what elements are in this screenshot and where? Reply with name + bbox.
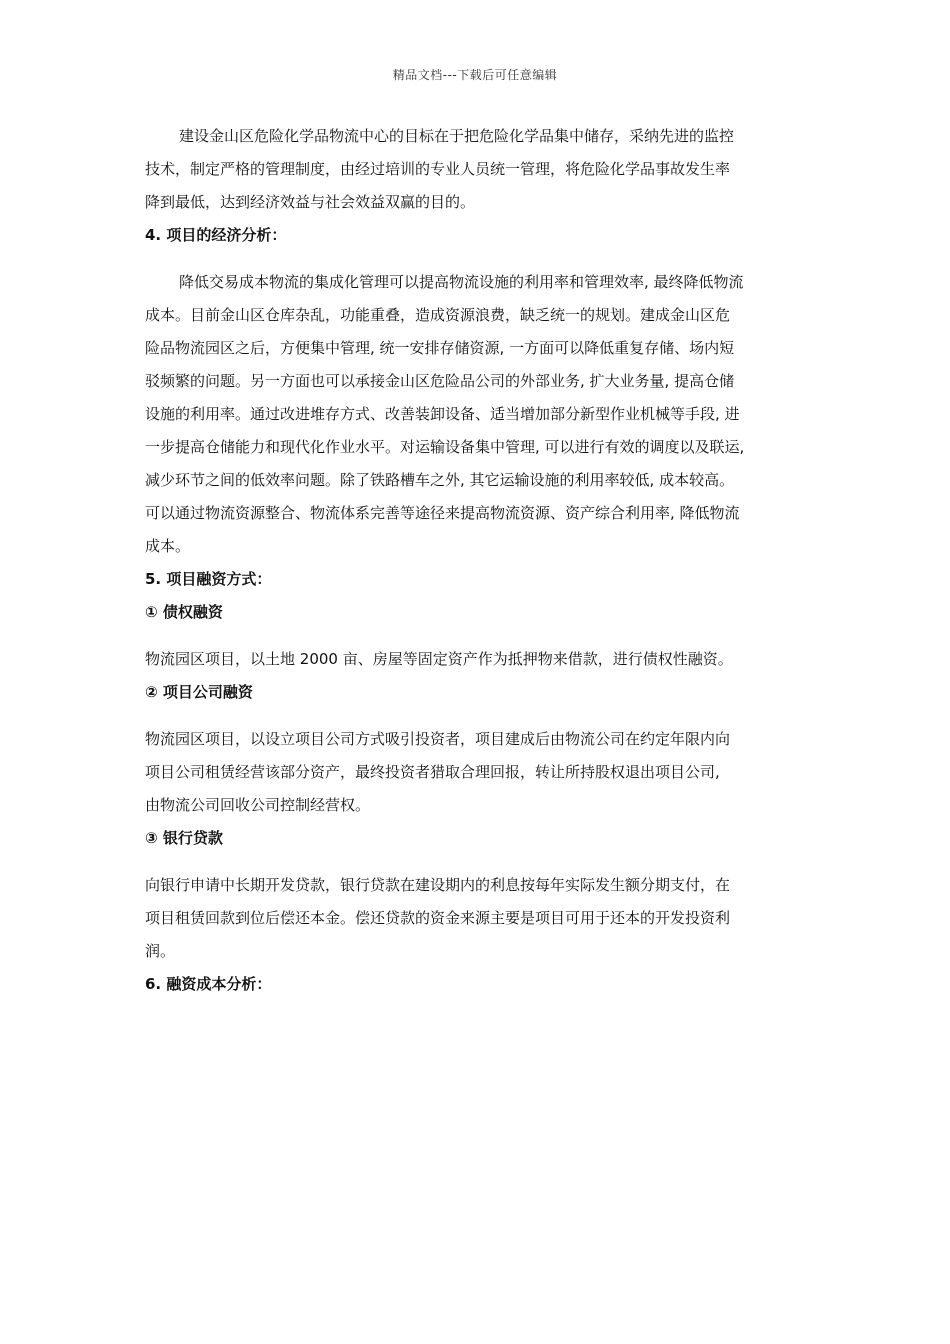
- text-line: 驳频繁的问题。另一方面也可以承接金山区危险品公司的外部业务, 扩大业务量, 提高仓储: [145, 372, 735, 390]
- bank-loan-paragraph: [145, 869, 813, 968]
- section-5-heading: 5. 项目融资方式：: [145, 570, 272, 588]
- text-line: 由物流公司回收公司控制经营权。: [145, 796, 371, 814]
- text-line: 建设金山区危险化学品物流中心的目标在于把危险化学品集中储存，采纳先进的监控: [179, 127, 735, 145]
- intro-paragraph: [145, 120, 813, 219]
- text-line: 降低交易成本物流的集成化管理可以提高物流设施的利用率和管理效率, 最终降低物流: [179, 273, 744, 291]
- project-company-financing-heading: ② 项目公司融资: [145, 683, 253, 701]
- text-line: 技术，制定严格的管理制度，由经过培训的专业人员统一管理，将危险化学品事故发生率: [145, 160, 731, 178]
- text-line: 物流园区项目，以土地 2000 亩、房屋等固定资产作为抵押物来借款，进行债权性融资。: [145, 650, 733, 668]
- text-line: 润。: [145, 942, 176, 960]
- bank-loan-heading: ③ 银行贷款: [145, 829, 223, 847]
- text-line: 项目公司租赁经营该部分资产，最终投资者猎取合理回报，转让所持股权退出项目公司,: [145, 763, 720, 781]
- text-line: 一步提高仓储能力和现代化作业水平。对运输设备集中管理, 可以进行有效的调度以及联运,: [145, 438, 745, 456]
- text-line: 险品物流园区之后，方便集中管理, 统一安排存储资源, 一方面可以降低重复存储、场内短: [145, 339, 735, 357]
- section-6-heading: 6. 融资成本分析：: [145, 975, 272, 993]
- document-body: [145, 120, 813, 1001]
- text-line: 降到最低，达到经济效益与社会效益双赢的目的。: [145, 193, 476, 211]
- project-company-financing-paragraph: [145, 723, 813, 822]
- page-header: 精品文档---下载后可任意编辑: [392, 68, 558, 82]
- text-line: 项目租赁回款到位后偿还本金。偿还贷款的资金来源主要是项目可用于还本的开发投资利: [145, 909, 731, 927]
- text-line: 向银行申请中长期开发贷款，银行贷款在建设期内的利息按每年实际发生额分期支付，在: [145, 876, 731, 894]
- text-line: 成本。: [145, 537, 191, 555]
- text-line: 减少环节之间的低效率问题。除了铁路槽车之外, 其它运输设施的利用率较低, 成本较高。: [145, 471, 735, 489]
- debt-financing-heading: ① 债权融资: [145, 603, 223, 621]
- section-4-paragraph: [145, 266, 813, 563]
- section-4-heading: 4. 项目的经济分析：: [145, 226, 287, 244]
- text-line: 可以通过物流资源整合、物流体系完善等途径来提高物流资源、资产综合利用率, 降低物流: [145, 504, 740, 522]
- text-line: 物流园区项目，以设立项目公司方式吸引投资者，项目建成后由物流公司在约定年限内向: [145, 730, 731, 748]
- text-line: 设施的利用率。通过改进堆存方式、改善装卸设备、适当增加部分新型作业机械等手段, 进: [145, 405, 740, 423]
- debt-financing-paragraph: [145, 643, 813, 676]
- text-line: 成本。目前金山区仓库杂乱，功能重叠，造成资源浪费，缺乏统一的规划。建成金山区危: [145, 306, 731, 324]
